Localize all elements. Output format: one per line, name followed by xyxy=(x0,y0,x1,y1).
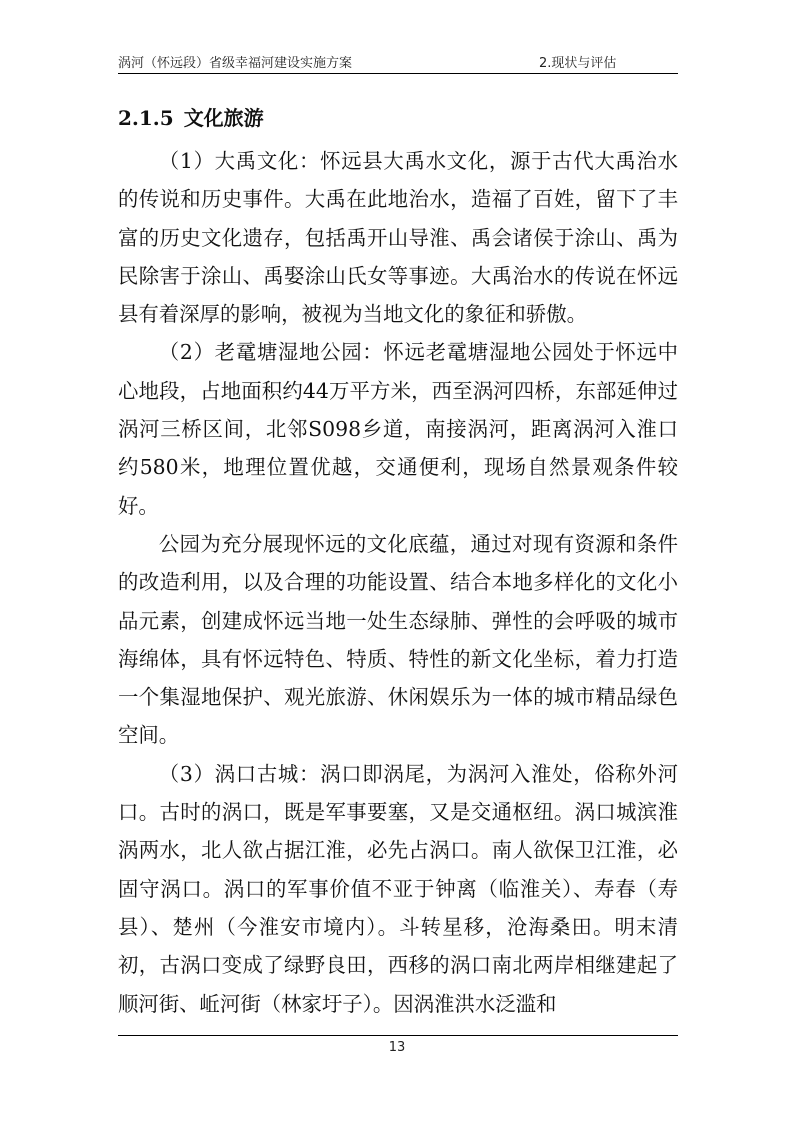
header-divider xyxy=(118,73,678,74)
section-number: 2.1.5 xyxy=(118,106,174,130)
page-body xyxy=(118,98,678,1023)
paragraph-park-description: 公园为充分展现怀远的文化底蕴，通过对现有资源和条件的改造利用，以及合理的功能设置、结合本地多样化的文化小品元素，创建成怀远当地一处生态绿肺、弹性的会呼吸的城市海绵体，具有怀远特色、特质、特性的新文化坐标，着力打造一个集湿地保护、观光旅游、休闲娱乐为一体的城市精品绿色空间。 xyxy=(118,531,678,748)
page-header xyxy=(118,50,676,72)
paragraph-dayu-culture: （1）大禹文化：怀远县大禹水文化，源于古代大禹治水的传说和历史事件。大禹在此地治水，造福了百姓，留下了丰富的历史文化遗存，包括禹开山导淮、禹会诸侯于涂山、禹为民除害于涂山、禹娶涂山氏女等事迹。大禹治水的传说在怀远县有着深厚的影响，被视为当地文化的象征和骄傲。 xyxy=(118,149,678,327)
paragraph-laoyuantang-wetland: （2）老鼋塘湿地公园：怀远老鼋塘湿地公园处于怀远中心地段，占地面积约44万平方米，西至涡河四桥，东部延伸过涡河三桥区间，北邻S098乡道，南接涡河，距离涡河入淮口约580米，地理位置优越，交通便利，现场自然景观条件较好。 xyxy=(118,340,678,518)
section-heading xyxy=(118,98,678,138)
paragraph-guokou-ancient-city: （3）涡口古城：涡口即涡尾，为涡河入淮处，俗称外河口。古时的涡口，既是军事要塞，又是交通枢纽。涡口城滨淮涡两水，北人欲占据江淮，必先占涡口。南人欲保卫江淮，必固守涡口。涡口的军事价值不亚于钟离（临淮关）、寿春（寿县）、楚州（今淮安市境内）。斗转星移，沧海桑田。明末清初，古涡口变成了绿野良田，西移的涡口南北两岸相继建起了顺河街、岴河街（林家圩子）。因涡淮洪水泛滥和 xyxy=(118,761,678,1016)
page-number: 13 xyxy=(388,1040,406,1055)
document-title: 涡河（怀远段）省级幸福河建设实施方案 xyxy=(118,56,353,71)
chapter-title: 2.现状与评估 xyxy=(539,56,617,71)
footer-divider xyxy=(118,1035,678,1036)
section-title: 文化旅游 xyxy=(183,106,264,130)
